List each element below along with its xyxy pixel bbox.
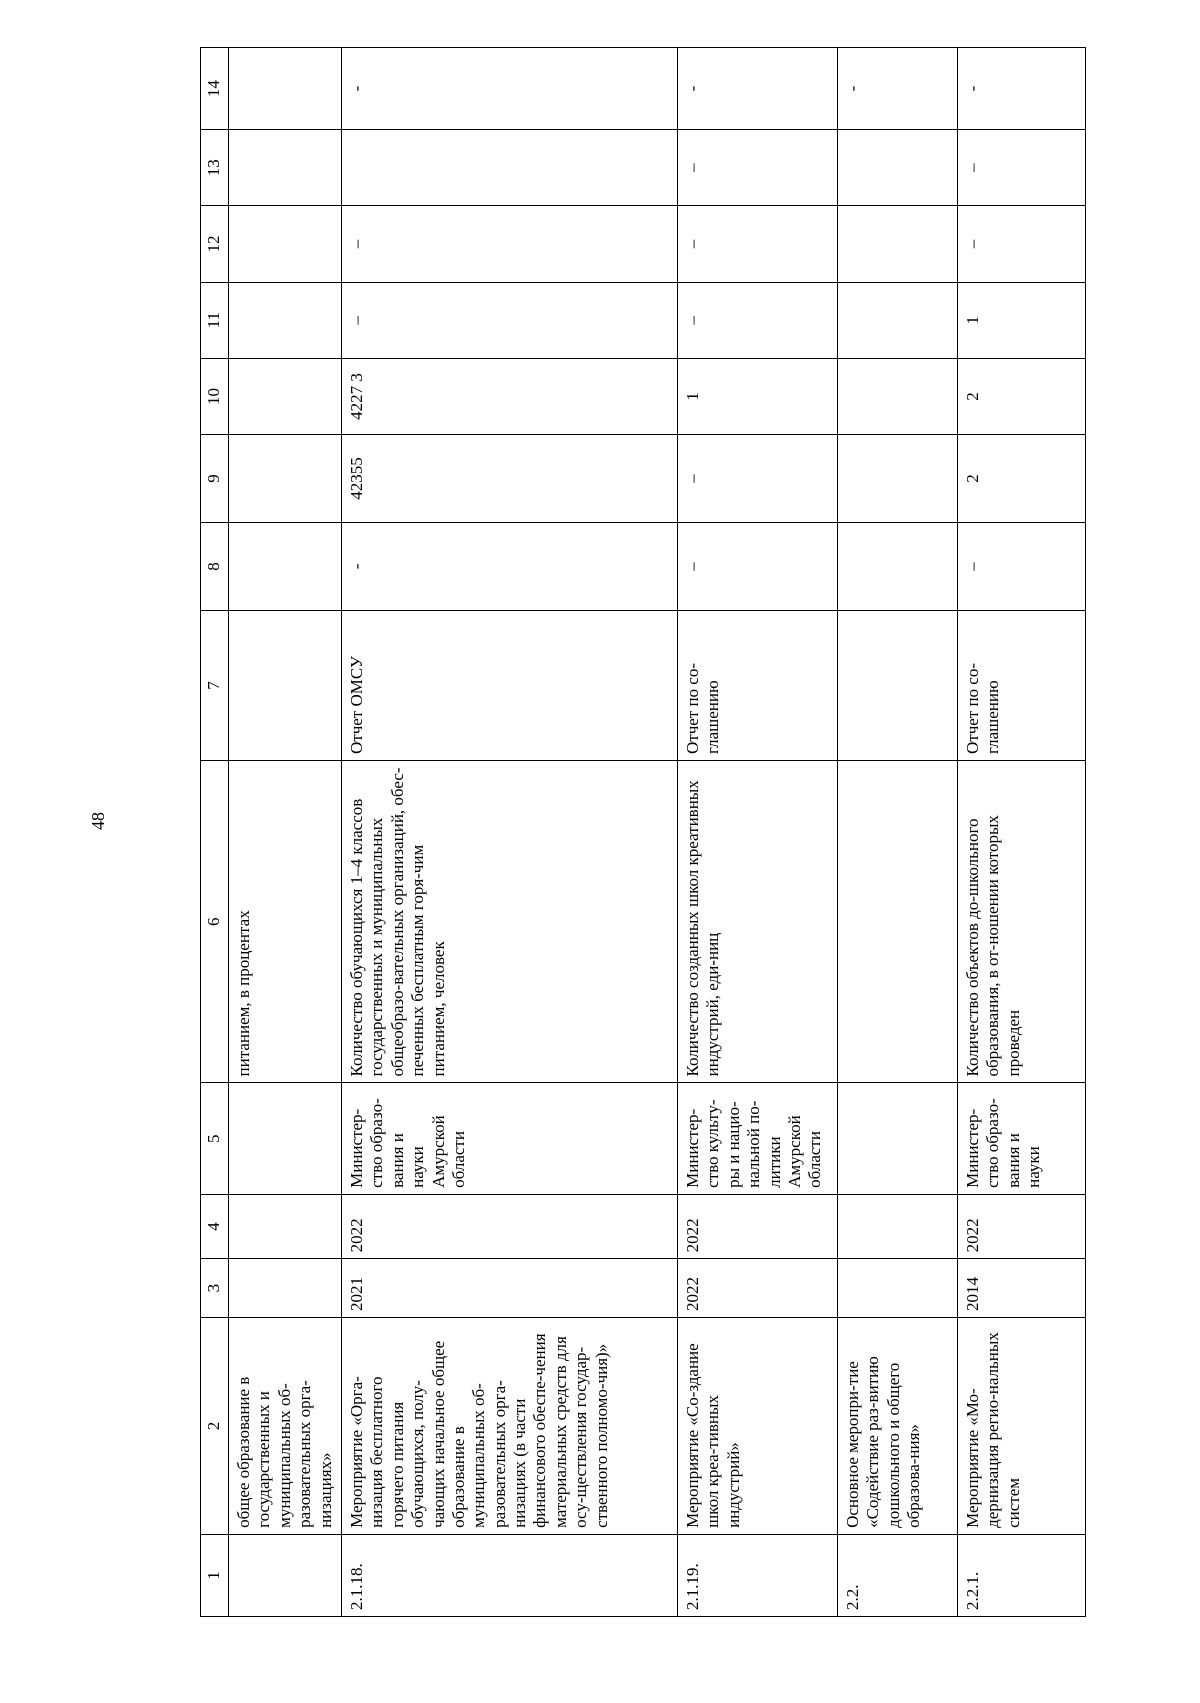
col-header-14: 14 bbox=[201, 48, 229, 130]
cell-source: Отчет ОМСУ bbox=[341, 610, 677, 760]
cell-start-year: 2021 bbox=[341, 1259, 677, 1318]
cell-value bbox=[229, 48, 342, 130]
cell-indicator: Количество объектов до-школьного образования, в от-ношении которых проведен bbox=[957, 761, 1085, 1083]
rotated-table-container bbox=[200, 47, 1080, 1617]
cell-value: 1 bbox=[677, 358, 837, 434]
cell-value: 4227 3 bbox=[341, 358, 677, 434]
cell-value bbox=[229, 522, 342, 610]
cell-end-year: 2022 bbox=[677, 1194, 837, 1258]
cell-value: 42355 bbox=[341, 435, 677, 523]
cell-end-year bbox=[837, 1194, 957, 1258]
col-header-12: 12 bbox=[201, 206, 229, 282]
cell-start-year bbox=[229, 1259, 342, 1318]
cell-value bbox=[229, 358, 342, 434]
cell-executor bbox=[837, 1083, 957, 1194]
cell-start-year: 2014 bbox=[957, 1259, 1085, 1318]
table-row bbox=[957, 48, 1085, 1617]
cell-executor: Министер-ство образо-вания и науки Амурской области bbox=[341, 1083, 677, 1194]
col-header-5: 5 bbox=[201, 1083, 229, 1194]
cell-indicator bbox=[837, 761, 957, 1083]
cell-value bbox=[229, 282, 342, 358]
cell-value bbox=[229, 206, 342, 282]
table-row bbox=[341, 48, 677, 1617]
col-header-9: 9 bbox=[201, 435, 229, 523]
cell-measure-name: Мероприятие «Со-здание школ креа-тивных индустрий» bbox=[677, 1317, 837, 1534]
cell-end-year: 2022 bbox=[341, 1194, 677, 1258]
col-header-11: 11 bbox=[201, 282, 229, 358]
cell-indicator: Количество созданных школ креативных индустрий, еди-ниц bbox=[677, 761, 837, 1083]
cell-source: Отчет по со-глашению bbox=[677, 610, 837, 760]
cell-value: – bbox=[677, 522, 837, 610]
col-header-6: 6 bbox=[201, 761, 229, 1083]
cell-value bbox=[837, 282, 957, 358]
col-header-4: 4 bbox=[201, 1194, 229, 1258]
cell-source bbox=[837, 610, 957, 760]
cell-value: – bbox=[341, 282, 677, 358]
col-header-1: 1 bbox=[201, 1534, 229, 1616]
cell-number: 2.1.19. bbox=[677, 1534, 837, 1616]
cell-value bbox=[229, 130, 342, 206]
cell-value: - bbox=[341, 522, 677, 610]
cell-executor: Министер-ство культу-ры и нацио-нальной по-литики Амурской области bbox=[677, 1083, 837, 1194]
cell-value bbox=[229, 435, 342, 523]
cell-value bbox=[837, 206, 957, 282]
table-row bbox=[677, 48, 837, 1617]
cell-value: - bbox=[957, 48, 1085, 130]
cell-indicator: питанием, в процентах bbox=[229, 761, 342, 1083]
table-row bbox=[837, 48, 957, 1617]
cell-executor: Министер-ство образо-вания и науки bbox=[957, 1083, 1085, 1194]
cell-number: 2.1.18. bbox=[341, 1534, 677, 1616]
cell-value bbox=[341, 130, 677, 206]
cell-value: - bbox=[837, 48, 957, 130]
cell-value bbox=[837, 130, 957, 206]
cell-start-year bbox=[837, 1259, 957, 1318]
cell-value: – bbox=[957, 206, 1085, 282]
col-header-3: 3 bbox=[201, 1259, 229, 1318]
col-header-7: 7 bbox=[201, 610, 229, 760]
cell-start-year: 2022 bbox=[677, 1259, 837, 1318]
cell-value: – bbox=[957, 522, 1085, 610]
cell-value: 2 bbox=[957, 358, 1085, 434]
cell-value bbox=[837, 435, 957, 523]
col-header-2: 2 bbox=[201, 1317, 229, 1534]
cell-measure-name: Основное меропри-тие «Содействие раз-витию дошкольного и общего образова-ния» bbox=[837, 1317, 957, 1534]
col-header-13: 13 bbox=[201, 130, 229, 206]
cell-value bbox=[837, 522, 957, 610]
cell-value: – bbox=[957, 130, 1085, 206]
cell-source bbox=[229, 610, 342, 760]
cell-end-year bbox=[229, 1194, 342, 1258]
cell-value: – bbox=[341, 206, 677, 282]
cell-measure-name: Мероприятие «Орга-низация бесплатного горячего питания обучающихся, полу-чающих начальное общее образование в муниципальных об-разовательных орга-низациях (в части финансового обеспе-чения материальных средств для осу-ществления государ-ственного полномо-чия)» bbox=[341, 1317, 677, 1534]
cell-value: 1 bbox=[957, 282, 1085, 358]
table-row bbox=[229, 48, 342, 1617]
cell-number: 2.2. bbox=[837, 1534, 957, 1616]
cell-number: 2.2.1. bbox=[957, 1534, 1085, 1616]
cell-value: - bbox=[341, 48, 677, 130]
col-header-10: 10 bbox=[201, 358, 229, 434]
cell-value bbox=[837, 358, 957, 434]
cell-value: – bbox=[677, 130, 837, 206]
cell-executor bbox=[229, 1083, 342, 1194]
cell-number bbox=[229, 1534, 342, 1616]
page-number: 48 bbox=[88, 812, 108, 830]
cell-value: 2 bbox=[957, 435, 1085, 523]
program-measures-table bbox=[200, 47, 1086, 1617]
cell-measure-name: общее образование в государственных и муниципальных об-разовательных орга-низациях» bbox=[229, 1317, 342, 1534]
cell-indicator: Количество обучающихся 1–4 классов государственных и муниципальных общеобразо-вательных организаций, обес-печенных бесплатным горя-чим питанием, человек bbox=[341, 761, 677, 1083]
cell-value: – bbox=[677, 206, 837, 282]
cell-value: - bbox=[677, 48, 837, 130]
col-header-8: 8 bbox=[201, 522, 229, 610]
cell-value: – bbox=[677, 282, 837, 358]
cell-value: – bbox=[677, 435, 837, 523]
cell-measure-name: Мероприятие «Мо-дернизация регио-нальных систем bbox=[957, 1317, 1085, 1534]
cell-source: Отчет по со-глашению bbox=[957, 610, 1085, 760]
header-row bbox=[201, 48, 229, 1617]
cell-end-year: 2022 bbox=[957, 1194, 1085, 1258]
